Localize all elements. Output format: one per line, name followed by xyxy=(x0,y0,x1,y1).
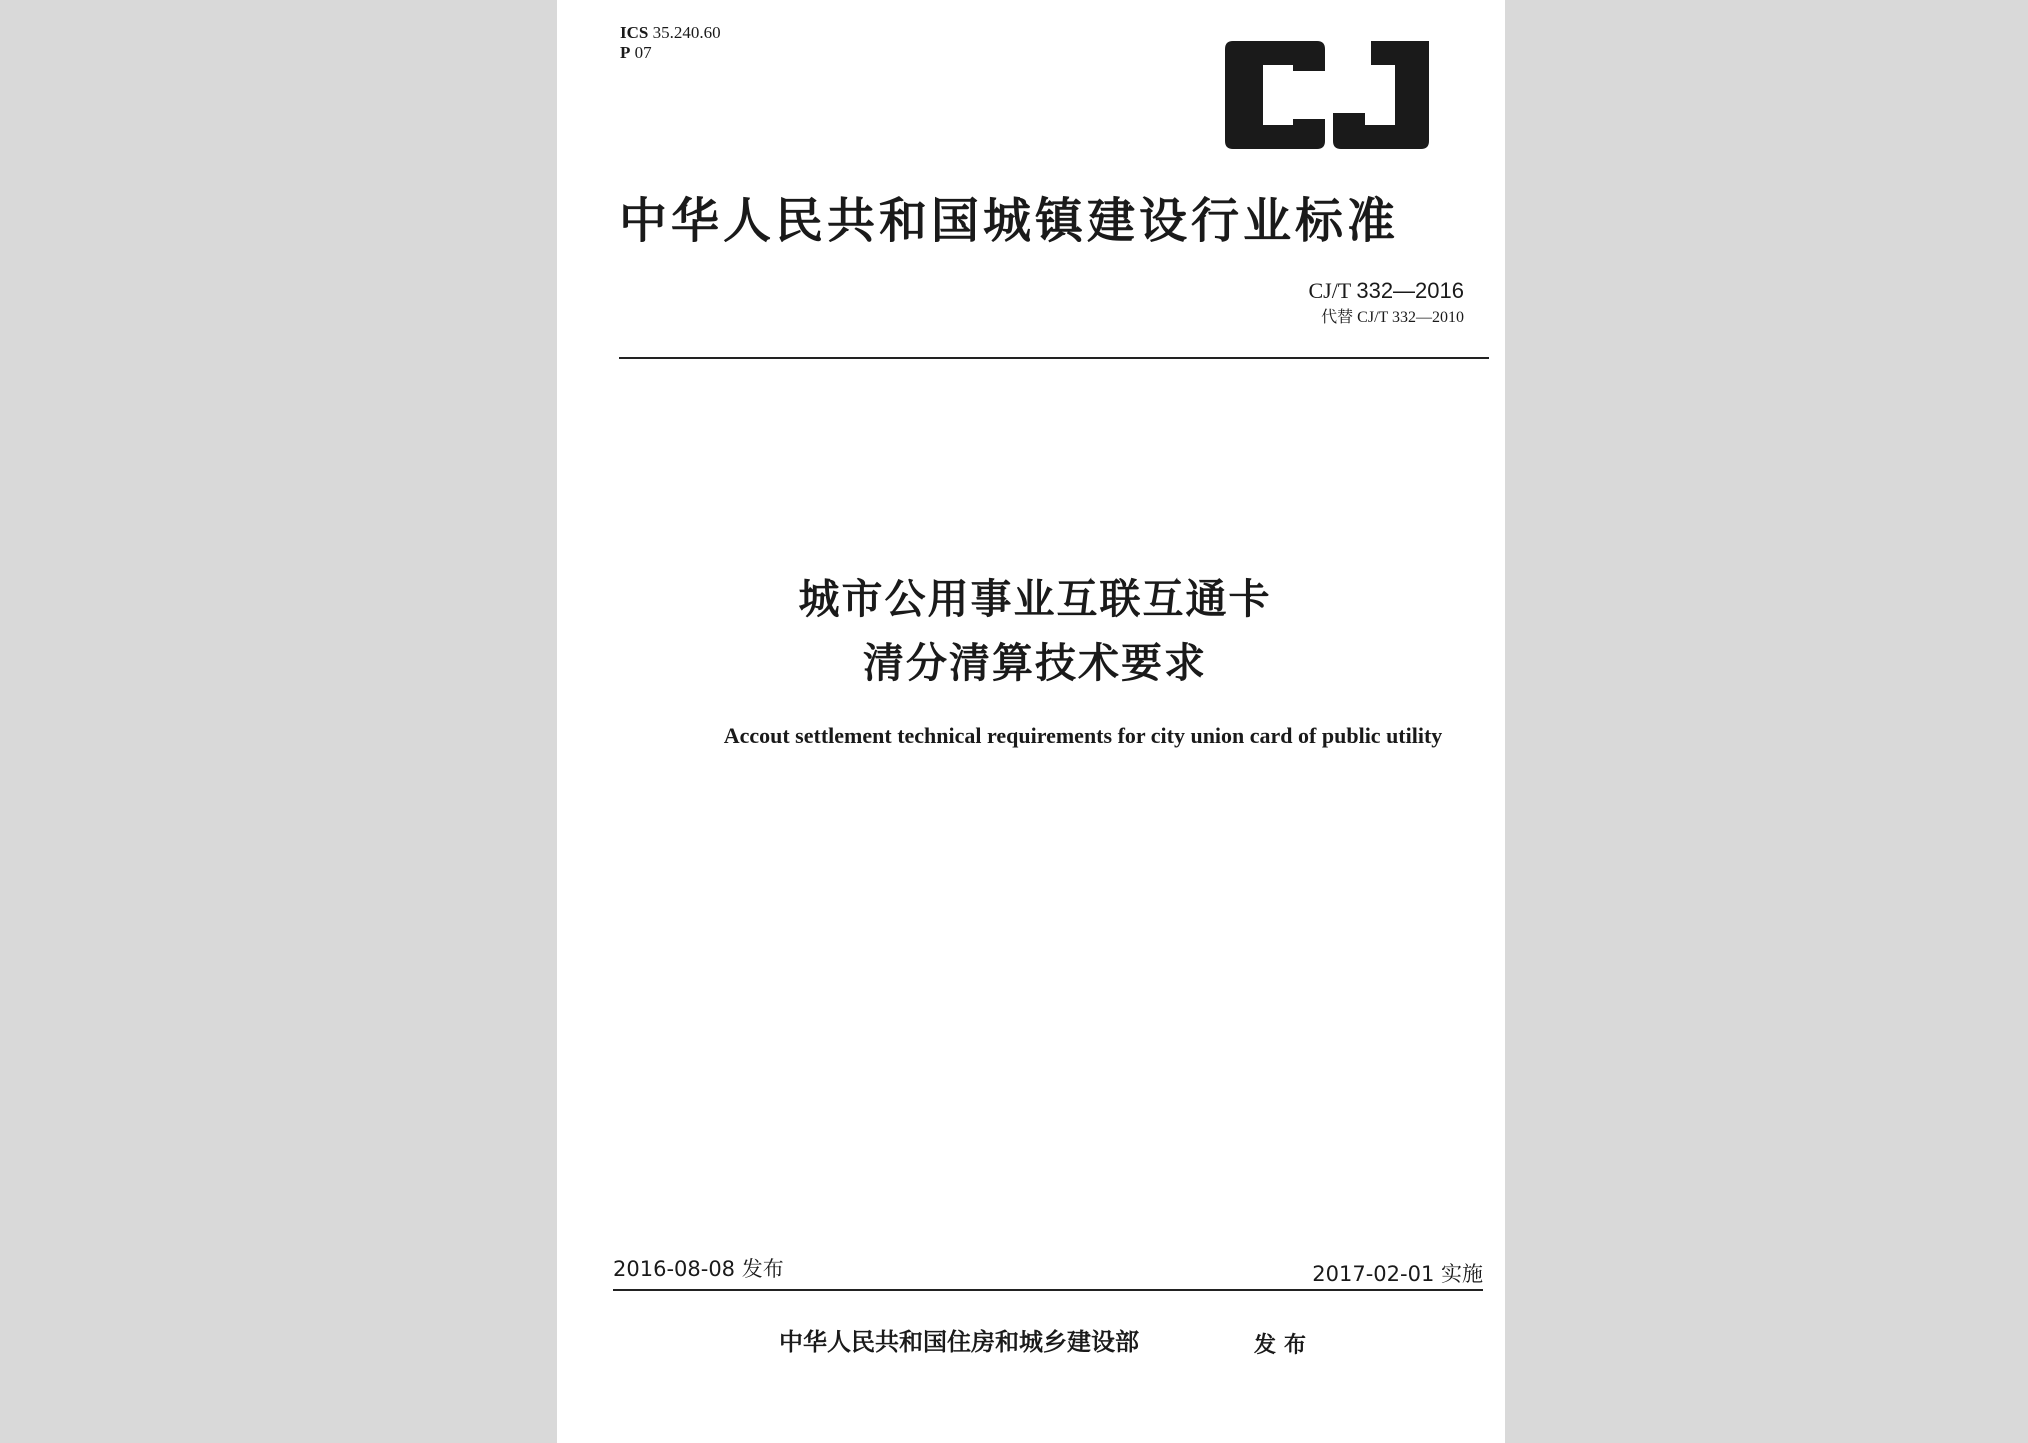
document-title-english: Accout settlement technical requirements for city union card of public utility xyxy=(723,723,1443,748)
standard-replaces xyxy=(1321,304,1464,327)
ics-code: 35.240.60 xyxy=(652,23,721,42)
document-title-line-1: 城市公用事业互联互通卡 xyxy=(798,575,1272,623)
classification-codes xyxy=(620,23,721,63)
cj-logo-c-letter xyxy=(1225,41,1325,149)
standard-number-value: 332—2016 xyxy=(1356,278,1464,303)
document-title-line-2: 清分清算技术要求 xyxy=(863,639,1207,687)
issue-date xyxy=(613,1253,784,1283)
ccs-label: P xyxy=(620,43,631,62)
publisher-name: 中华人民共和国住房和城乡建设部 xyxy=(779,1328,1139,1356)
publisher-action: 发布 xyxy=(1254,1333,1315,1358)
industry-standard-title: 中华人民共和国城镇建设行业标准 xyxy=(619,193,1400,249)
standard-number xyxy=(1308,278,1464,304)
implementation-date-value: 2017-02-01 xyxy=(1312,1262,1435,1286)
cj-logo-j-letter xyxy=(1333,41,1429,149)
replaces-number: CJ/T 332—2010 xyxy=(1357,309,1464,326)
issue-date-label: 发布 xyxy=(741,1257,784,1281)
replaces-label: 代替 xyxy=(1321,309,1354,326)
issue-date-value: 2016-08-08 xyxy=(613,1257,736,1281)
footer-divider xyxy=(613,1289,1483,1291)
ics-code-line xyxy=(620,23,721,43)
header-divider xyxy=(619,357,1489,359)
ics-label: ICS xyxy=(620,23,649,42)
implementation-date-label: 实施 xyxy=(1441,1262,1483,1286)
standard-prefix: CJ/T xyxy=(1308,278,1351,303)
implementation-date xyxy=(1312,1258,1483,1288)
ccs-code: 07 xyxy=(634,43,652,62)
cj-logo xyxy=(1225,41,1429,149)
cover-page xyxy=(557,0,1505,1443)
ccs-code-line xyxy=(620,43,721,63)
